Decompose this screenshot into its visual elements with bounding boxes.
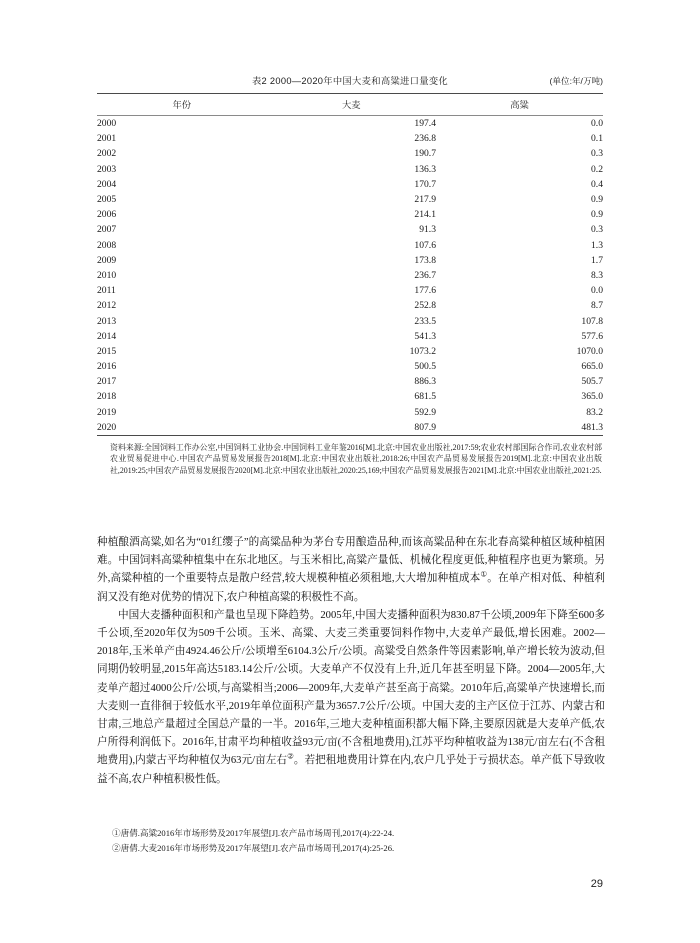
cell-sorghum: 0.0 xyxy=(591,118,603,130)
cell-year: 2009 xyxy=(97,254,117,266)
cell-year: 2003 xyxy=(97,163,117,175)
cell-barley: 190.7 xyxy=(414,148,436,160)
cell-barley: 177.6 xyxy=(414,285,436,297)
cell-sorghum: 0.4 xyxy=(591,178,603,190)
cell-barley: 136.3 xyxy=(414,163,436,175)
cell-sorghum: 365.0 xyxy=(581,391,603,403)
column-header-sorghum: 高粱 xyxy=(510,100,529,110)
cell-year: 2019 xyxy=(97,406,117,418)
table-caption: 表2 2000—2020年中国大麦和高粱进口量变化 xyxy=(251,76,449,86)
footnote-ref-1[interactable]: ① xyxy=(480,569,488,579)
table-row xyxy=(97,344,603,359)
cell-year: 2010 xyxy=(97,269,117,281)
table-row xyxy=(97,405,603,420)
paragraph-1-text-a: 种植酿酒高粱,如名为“01红缨子”的高粱品种为茅台专用酿造品种,而该高粱品种在东北春高粱种植区域种植困难。中国饲料高粱种植集中在东北地区。与玉米相比,高粱产量低、机械化程度更低,种植程序也更为繁琐。另外,高粱种植的一个重要特点是散户经营,较大规模种植必须租地,大大增加种植成本 xyxy=(97,537,605,585)
cell-sorghum: 0.9 xyxy=(591,194,603,206)
cell-year: 2006 xyxy=(97,209,117,221)
cell-sorghum: 0.1 xyxy=(591,133,603,145)
table-row xyxy=(97,359,603,374)
cell-year: 2015 xyxy=(97,345,117,357)
cell-barley: 1073.2 xyxy=(409,345,436,357)
cell-year: 2014 xyxy=(97,330,117,342)
cell-year: 2008 xyxy=(97,239,117,251)
table-source-note: 资料来源:全国饲料工作办公室,中国饲料工业协会.中国饲料工业年鉴2016[M].北京:中国农业出版社,2017:59;农业农村部国际合作司,农业农村部农业贸易促进中心.中国农产品贸易发展报告2018[M].北京:中国农业出版社,2018:26;中国农产品贸易发展报告2019[M].北京:中国农业出版社,2019:25;中国农产品贸易发展报告2020[M].北京:中国农业出版社,2020:25,169;中国农产品贸易发展报告2021[M].北京:中国农业出版社,2021:25. xyxy=(110,442,602,475)
cell-year: 2000 xyxy=(97,118,117,130)
paragraph-2 xyxy=(97,607,605,789)
cell-barley: 107.6 xyxy=(414,239,436,251)
column-header-year: 年份 xyxy=(172,100,192,110)
footnote-item: ①唐倩.高粱2016年市场形势及2017年展望[J].农产品市场周刊,2017(4):22-24. xyxy=(112,828,395,838)
cell-year: 2002 xyxy=(97,148,117,160)
cell-barley: 252.8 xyxy=(414,300,436,312)
cell-year: 2013 xyxy=(97,315,117,327)
table-header xyxy=(97,94,603,116)
cell-barley: 886.3 xyxy=(414,376,436,388)
cell-barley: 541.3 xyxy=(414,330,436,342)
cell-sorghum: 0.2 xyxy=(591,163,603,175)
cell-barley: 173.8 xyxy=(414,254,436,266)
paragraph-2-text-a: 中国大麦播种面积和产量也呈现下降趋势。2005年,中国大麦播种面积为830.87千公顷,2009年下降至600多千公顷,至2020年仅为509千公顷。玉米、高粱、大麦三类重要饲料作物中,大麦单产最低,增长困难。2002—2018年,玉米单产由4924.46公斤/公顷增至6104.3公斤/公顷。高粱受自然条件等因素影响,单产增长较为波动,但同期仍较明显,2015年高达5183.14公斤/公顷。大麦单产不仅没有上升,近几年甚至明显下降。2004—2005年,大麦单产超过4000公斤/公顷,与高粱相当;2006—2009年,大麦单产甚至高于高粱。2010年后,高粱单产快速增长,而大麦则一直徘徊于较低水平,2019年单位面积产量为3657.7公斤/公顷。中国大麦的主产区位于江苏、内蒙古和甘肃,三地总产量超过全国总产量的一半。2016年,三地大麦种植面积都大幅下降,主要原因就是大麦单产低,农户所得利润低下。2016年,甘肃平均种植收益93元/亩(不含租地费用),江苏平均种植收益为138元/亩左右(不含租地费用),内蒙古平均种植仅为63元/亩左右 xyxy=(97,609,605,767)
cell-year: 2007 xyxy=(97,224,117,236)
table-row xyxy=(97,253,603,268)
table-row xyxy=(97,374,603,389)
cell-sorghum: 1.7 xyxy=(591,254,603,266)
cell-barley: 500.5 xyxy=(414,361,436,373)
cell-sorghum: 0.0 xyxy=(591,285,603,297)
paragraph-1-text-b: 。在单产相对低、种植利润又没有绝对优势的情况下,农户种植高粱的积极性不高。 xyxy=(97,573,606,603)
cell-year: 2018 xyxy=(97,391,117,403)
table-row xyxy=(97,116,603,132)
cell-year: 2001 xyxy=(97,133,117,145)
cell-sorghum: 481.3 xyxy=(581,421,603,433)
cell-sorghum: 83.2 xyxy=(586,406,603,418)
cell-sorghum: 0.3 xyxy=(591,224,603,236)
table-row xyxy=(97,329,603,344)
table-row xyxy=(97,192,603,207)
table-row xyxy=(97,313,603,328)
column-header-barley: 大麦 xyxy=(341,100,361,110)
table-row xyxy=(97,222,603,237)
cell-year: 2005 xyxy=(97,194,117,206)
cell-sorghum: 8.7 xyxy=(591,300,603,312)
cell-year: 2020 xyxy=(97,421,117,433)
body-text xyxy=(97,534,605,789)
table-block xyxy=(97,74,603,476)
cell-year: 2004 xyxy=(97,178,117,190)
cell-sorghum: 665.0 xyxy=(581,361,603,373)
table-row xyxy=(97,131,603,146)
cell-barley: 236.7 xyxy=(414,269,436,281)
cell-sorghum: 107.8 xyxy=(581,315,603,327)
table-row xyxy=(97,298,603,313)
cell-sorghum: 0.9 xyxy=(591,209,603,221)
cell-year: 2011 xyxy=(97,285,116,297)
cell-barley: 681.5 xyxy=(414,391,436,403)
cell-barley: 214.1 xyxy=(414,209,436,221)
table-row xyxy=(97,207,603,222)
paragraph-2-text-b: 。若把租地费用计算在内,农户几乎处于亏损状态。单产低下导致收益不高,农户种植积极性低。 xyxy=(97,755,605,785)
table-row xyxy=(97,238,603,253)
table-row xyxy=(97,420,603,436)
table-row xyxy=(97,162,603,177)
import-volume-table xyxy=(97,93,603,436)
cell-year: 2016 xyxy=(97,361,117,373)
cell-sorghum: 8.3 xyxy=(591,269,603,281)
table-unit-note: (单位:年/万吨) xyxy=(549,76,603,86)
page-number: 29 xyxy=(590,878,603,890)
table-row xyxy=(97,146,603,161)
cell-sorghum: 505.7 xyxy=(581,376,603,388)
table-body xyxy=(97,116,603,436)
footnotes-block xyxy=(112,826,582,855)
cell-sorghum: 1.3 xyxy=(591,239,603,251)
table-row xyxy=(97,283,603,298)
cell-sorghum: 0.3 xyxy=(591,148,603,160)
cell-barley: 197.4 xyxy=(414,118,436,130)
cell-sorghum: 577.6 xyxy=(581,330,603,342)
cell-barley: 233.5 xyxy=(414,315,436,327)
table-row xyxy=(97,389,603,404)
table-caption-row xyxy=(97,74,603,88)
cell-barley: 217.9 xyxy=(414,194,436,206)
cell-barley: 170.7 xyxy=(414,178,436,190)
cell-sorghum: 1070.0 xyxy=(576,345,603,357)
table-header-row xyxy=(97,94,603,116)
footnote-ref-2[interactable]: ② xyxy=(287,751,294,761)
cell-year: 2012 xyxy=(97,300,117,312)
cell-barley: 236.8 xyxy=(414,133,436,145)
table-row xyxy=(97,177,603,192)
cell-barley: 91.3 xyxy=(419,224,436,236)
paragraph-1 xyxy=(97,534,605,607)
cell-year: 2017 xyxy=(97,376,117,388)
footnote-item: ②唐倩.大麦2016年市场形势及2017年展望[J].农产品市场周刊,2017(4):25-26. xyxy=(112,842,395,853)
cell-barley: 592.9 xyxy=(414,406,436,418)
table-row xyxy=(97,268,603,283)
cell-barley: 807.9 xyxy=(414,421,436,433)
